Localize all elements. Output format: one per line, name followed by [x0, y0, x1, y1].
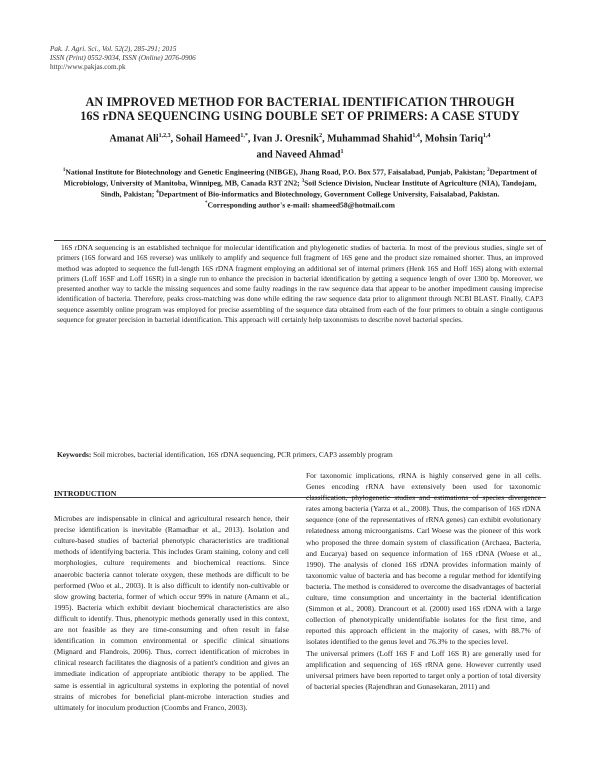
- keywords-text: Soil microbes, bacterial identification, 16S rDNA sequencing, PCR primers, CAP3 assembly program: [93, 450, 393, 459]
- affil-sup: 1: [62, 168, 66, 173]
- affiliation-3: Soil Science Division, Nuclear Institute of Agriculture (NIA), Tandojam, Sindh, Pakistan;: [100, 178, 537, 199]
- abstract: 16S rDNA sequencing is an established technique for molecular identification and phylogenetic studies of bacteria. In most of the previous studies, single set of primers (16S forward and 16S reverse) was unlikely to amplify and sequence full fragment of 16S gene and the product size remained shorter. Thus, an improved method was adopted to sequence the full-length 16S rDNA fragment employing an additional set of internal primers (Henk 16S and Hoff 16S) along with external primers (Loff 16SF and Loff 16SR) in a single run to enhance the precision in bacterial identification by getting a sequence length of over 1300 bp. Moreover, we presented another way to tackle the missing sequences and some faulty readings in the raw sequence data that appear to be another impediment causing imprecise identification of bacteria. Therefore, peaks cross-matching was done while editing the raw sequence data prior to alignment through NCBI BLAST. Finally, CAP3 sequence assembly online program was employed for precise assembling of the sequence data obtained from each of the four primers to obtain a single contiguous sequence for greater precision in bacterial identification. This approach will certainly help taxonomists to describe novel bacterial species.: [57, 243, 543, 325]
- intro-paragraph-1: Microbes are indispensable in clinical and agricultural research hence, their precise identification is inevitable (Ramadhar et al., 2013). Isolation and culture-based studies of bacterial phenotypic characteristics are traditional methods of identifying bacteria. This includes Gram staining, colony and cell morphologies, culture requirements and biochemical reactions. Since anaerobic bacteria cannot tolerate oxygen, these methods are difficult to be performed (Woo et al., 2003). It is also difficult to identify non-cultivable or slow growing bacteria, former of which occur 99% in nature (Amann et al., 1995). Bacteria which exhibit deviant biochemical characteristics are also difficult to identify. Thus, phenotypic methods generally used in this context, are not feasible as they are time-consuming and often result in false identification in common environmental or specific clinical situations (Mignard and Flandrois, 2006). Thus, correct identification of microbes in clinical research facilitates the diagnosis of a patient's condition and gives an immediate indication of appropriate antibiotic therapy to be applied. The same is essential in agricultural systems in exploring the potential of novel strains of microbes for beneficial plant-microbe interaction studies and ultimately for inoculum production (Coombs and Franco, 2003).: [54, 514, 289, 712]
- left-column: [54, 470, 289, 713]
- affiliation-4: Department of Bio-informatics and Biotechnology, Government College University, Faisalabad, Pakistan.: [158, 189, 500, 199]
- author-affil-sup: 1,4: [412, 133, 420, 139]
- author-affil-sup: 1,*: [240, 133, 248, 139]
- intro-paragraph-3: The universal primers (Loff 16S F and Loff 16S R) are generally used for amplification and sequencing of 16S rRNA gene. However currently used universal primers have been reported to target only a portion of total diversity of bacterial species (Rajendhran and Gunasekaran, 2011) and: [306, 648, 541, 691]
- author-name: Mohsin Tariq: [424, 133, 484, 145]
- section-heading: INTRODUCTION: [54, 489, 117, 498]
- corresponding-author: Corresponding author's e-mail: shameed58@hotmail.com: [207, 200, 395, 210]
- author-affil-sup: 1,4: [483, 133, 491, 139]
- title-line-1: AN IMPROVED METHOD FOR BACTERIAL IDENTIFICATION THROUGH: [85, 95, 515, 109]
- affil-sup: *: [205, 201, 208, 207]
- intro-paragraph-2: For taxonomic implications, rRNA is highly conserved gene in all cells. Genes encoding rRNA have extensively been used for taxonomic classification, phylogenetic studies and estimations of species divergence rates among bacteria (Yarza et al., 2008). Thus, the comparison of 16S rDNA sequence (one of the representatives of rRNA genes) can exhibit evolutionary relatedness among microorganisms. Carl Woese was the pioneer of this work who proposed the three domain system of classification (Archaea, Bacteria, and Eucarya) based on sequence information of 16S rDNA (Woese et al., 1990). The analysis of cloned 16S rDNA provides information mainly of taxonomic value of bacteria and has become a regular method for identifying bacteria. The method is considered to overcome the disadvantages of bacterial culture, time consumption and uncertainty in the bacterial identification (Simmon et al., 2008). Drancourt et al. (2000) used 16S rDNA with a large collection of phenotypically unidentifiable isolates for the first time, and reported this approach efficient in the majority of cases, with 88.7% of isolates identified to the genus level and 76.3% to the species level.: [306, 471, 541, 647]
- author-name: Naveed Ahmad: [275, 149, 341, 161]
- affiliations: [62, 166, 538, 211]
- paper-title: [40, 95, 560, 123]
- right-column: [306, 470, 541, 692]
- author-affil-sup: 2: [319, 133, 323, 139]
- author-name: Muhammad Shahid: [327, 133, 413, 145]
- author-affil-sup: 1,2,3: [158, 133, 171, 139]
- affiliation-1: National Institute for Biotechnology and Genetic Engineering (NIBGE), Jhang Road, P.O. Box 577, Faisalabad, Punjab, Pakistan;: [65, 167, 486, 177]
- author-name: Ivan J. Oresnik: [252, 133, 320, 145]
- affil-sup: 4: [156, 190, 159, 196]
- keywords-label: Keywords:: [57, 450, 92, 459]
- affil-sup: 2: [487, 168, 490, 173]
- author-name: Amanat Ali: [109, 133, 159, 145]
- affiliation-2: Department of Microbiology, University of Manitoba, Winnipeg, MB, Canada R3T 2N2;: [63, 167, 538, 188]
- journal-url[interactable]: http://www.pakjas.com.pk: [50, 62, 126, 71]
- keywords: [57, 450, 543, 460]
- author-affil-sup: 1: [340, 148, 344, 155]
- journal-issn: ISSN (Print) 0552-9034, ISSN (Online) 2076-0906: [50, 53, 196, 62]
- journal-header: [50, 45, 196, 71]
- title-line-2: 16S rDNA SEQUENCING USING DOUBLE SET OF PRIMERS: A CASE STUDY: [80, 109, 520, 123]
- author-list: Amanat Ali$^{1,2,3}$, Sohail Hameed$^{1,*}$, Ivan J. Oresnik$^2$, Muhammad Shahid$^{1,4}$, Mohsin Tariq$^{1,4}$ and Naveed Ahmad$^1$: [109, 133, 491, 161]
- author-name: Sohail Hameed: [175, 133, 241, 145]
- journal-citation: Pak. J. Agri. Sci., Vol. 52(2), 285-291; 2015: [50, 45, 177, 53]
- affil-sup: 3: [301, 179, 305, 185]
